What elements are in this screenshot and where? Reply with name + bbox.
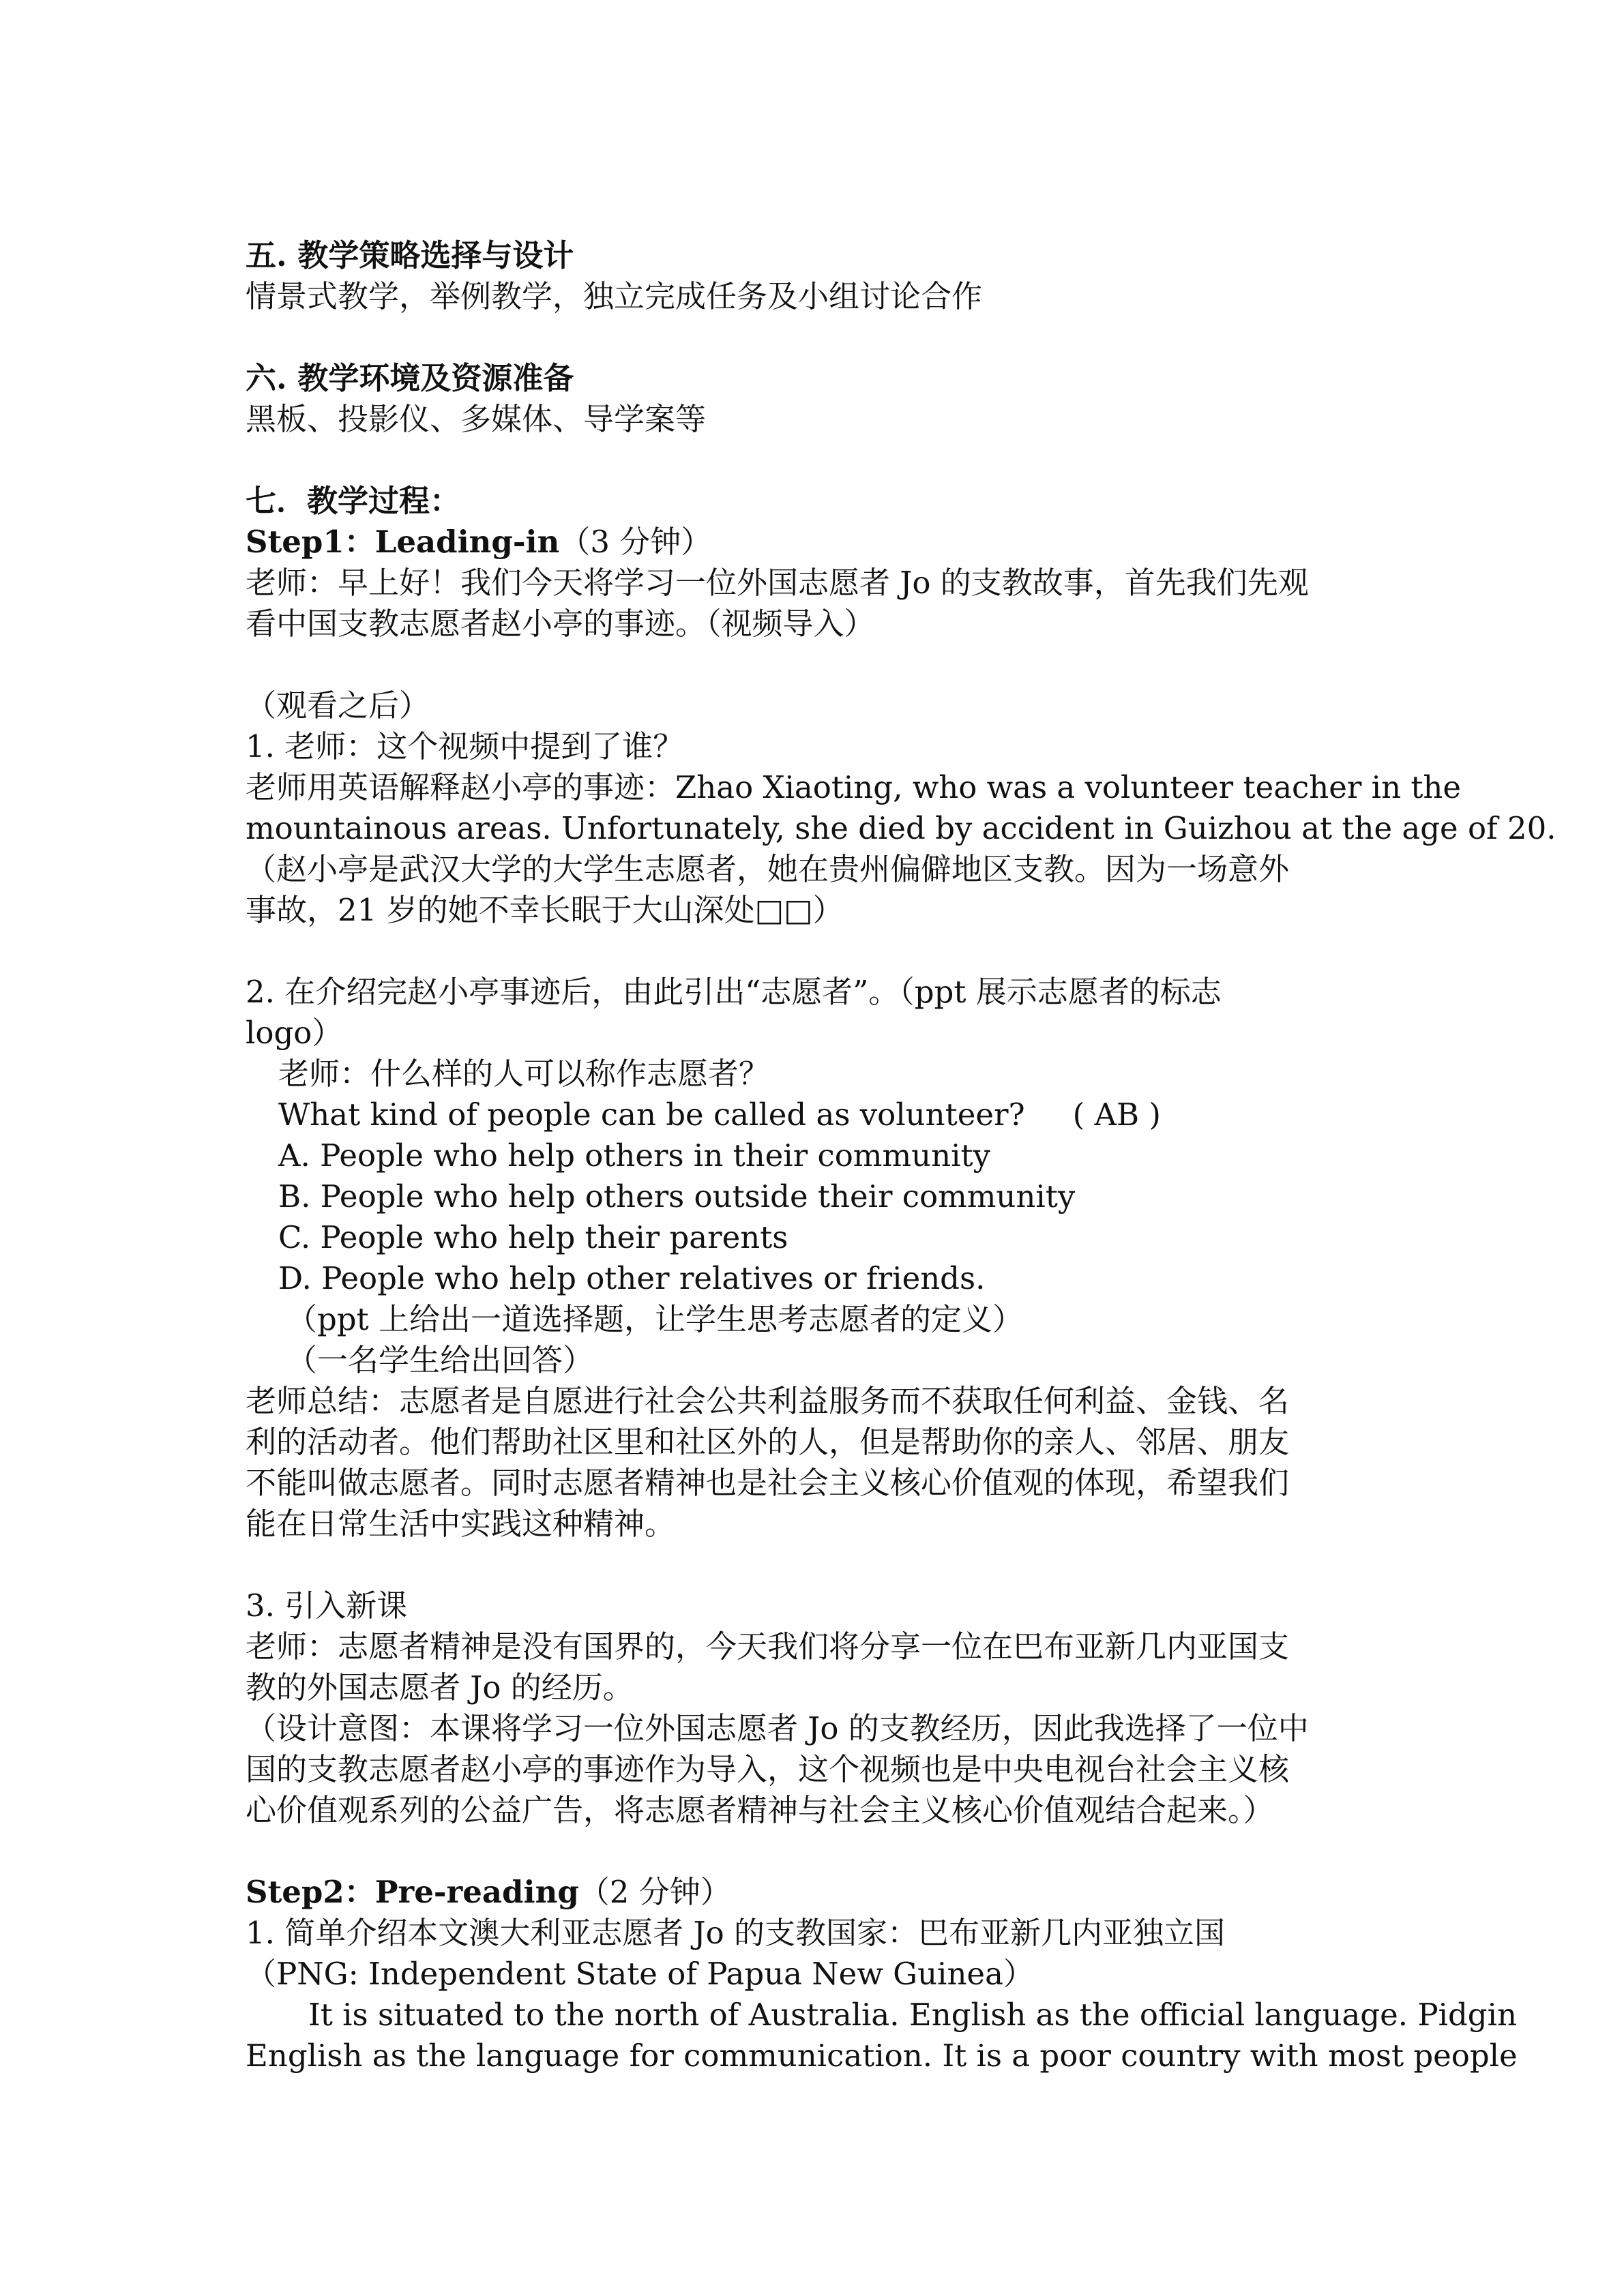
step1-intro-line: 看中国支教志愿者赵小亭的事迹。（视频导入） (246, 606, 875, 642)
note-line: （ppt 上给出一道选择题，让学生思考志愿者的定义） (286, 1301, 1024, 1337)
section5-heading: 五. 教学策略选择与设计 (246, 237, 574, 273)
step1-label: Step1：Leading-in (246, 524, 560, 560)
summary-line: 不能叫做志愿者。同时志愿者精神也是社会主义核心价值观的体现，希望我们 (246, 1465, 1290, 1501)
step2-item1-line: （PNG: Independent State of Papua New Guinea） (246, 1956, 1034, 1992)
item3-line: 老师：志愿者精神是没有国界的，今天我们将分享一位在巴布亚新几内亚国支 (246, 1628, 1290, 1665)
option-b: B. People who help others outside their community (278, 1178, 1076, 1214)
section5-body: 情景式教学，举例教学，独立完成任务及小组讨论合作 (246, 278, 983, 314)
item2-line: 2. 在介绍完赵小亭事迹后，由此引出“志愿者”。（ppt 展示志愿者的标志 (246, 974, 1222, 1010)
option-a: A. People who help others in their community (278, 1137, 991, 1174)
item3-line: （设计意图：本课将学习一位外国志愿者 Jo 的支教经历，因此我选择了一位中 (246, 1710, 1309, 1746)
step1-heading (246, 522, 1391, 563)
after-watching-note: （观看之后） (246, 687, 430, 724)
summary-line: 能在日常生活中实践这种精神。 (246, 1506, 676, 1542)
item1-explain-line: （赵小亭是武汉大学的大学生志愿者，她在贵州偏僻地区支教。因为一场意外 (246, 851, 1290, 887)
step2-heading (246, 1872, 1391, 1913)
item1-explain-line: 老师用英语解释赵小亭的事迹：Zhao Xiaoting, who was a volunteer teacher in the (246, 769, 1462, 805)
step2-paragraph-line: It is situated to the north of Australia. English as the official language. Pidgin (308, 1997, 1517, 2033)
section6-heading: 六. 教学环境及资源准备 (246, 360, 574, 396)
step2-label: Step2：Pre-reading (246, 1874, 579, 1910)
summary-line: 利的活动者。他们帮助社区里和社区外的人，但是帮助你的亲人、邻居、朋友 (246, 1424, 1290, 1460)
section6-body: 黑板、投影仪、多媒体、导学案等 (246, 401, 707, 437)
item1-explain-line: 事故，21 岁的她不幸长眠于大山深处□□） (246, 892, 844, 928)
item1-question: 1. 老师：这个视频中提到了谁？ (246, 728, 684, 764)
step1-duration: （3 分钟） (559, 524, 712, 560)
english-question-row (246, 1094, 1391, 1135)
summary-line: 老师总结：志愿者是自愿进行社会公共利益服务而不获取任何利益、金钱、名 (246, 1383, 1290, 1419)
option-d: D. People who help other relatives or friends. (278, 1260, 986, 1296)
section7-heading: 七．教学过程： (246, 483, 461, 519)
item3-line: 心价值观系列的公益广告，将志愿者精神与社会主义核心价值观结合起来。） (246, 1792, 1274, 1828)
item3-line: 国的支教志愿者赵小亭的事迹作为导入，这个视频也是中央电视台社会主义核 (246, 1751, 1290, 1787)
item1-explain-line: mountainous areas. Unfortunately, she died by accident in Guizhou at the age of 20. (246, 810, 1556, 846)
step1-intro-line: 老师：早上好！我们今天将学习一位外国志愿者 Jo 的支教故事，首先我们先观 (246, 565, 1309, 601)
step2-duration: （2 分钟） (578, 1874, 731, 1910)
step2-paragraph-line: English as the language for communication. It is a poor country with most people (246, 2038, 1518, 2074)
step2-item1-line: 1. 简单介绍本文澳大利亚志愿者 Jo 的支教国家：巴布亚新几内亚独立国 (246, 1915, 1225, 1951)
document-page (246, 235, 1556, 2076)
answer-blank: ( AB ) (1072, 1097, 1161, 1133)
note-line: （一名学生给出回答） (286, 1342, 594, 1378)
option-c: C. People who help their parents (278, 1219, 788, 1255)
english-question: What kind of people can be called as volunteer? (278, 1097, 1025, 1133)
item3-title: 3. 引入新课 (246, 1587, 408, 1624)
teacher-question: 老师：什么样的人可以称作志愿者？ (278, 1056, 770, 1092)
item3-line: 教的外国志愿者 Jo 的经历。 (246, 1669, 634, 1705)
item2-line: logo） (246, 1015, 343, 1051)
